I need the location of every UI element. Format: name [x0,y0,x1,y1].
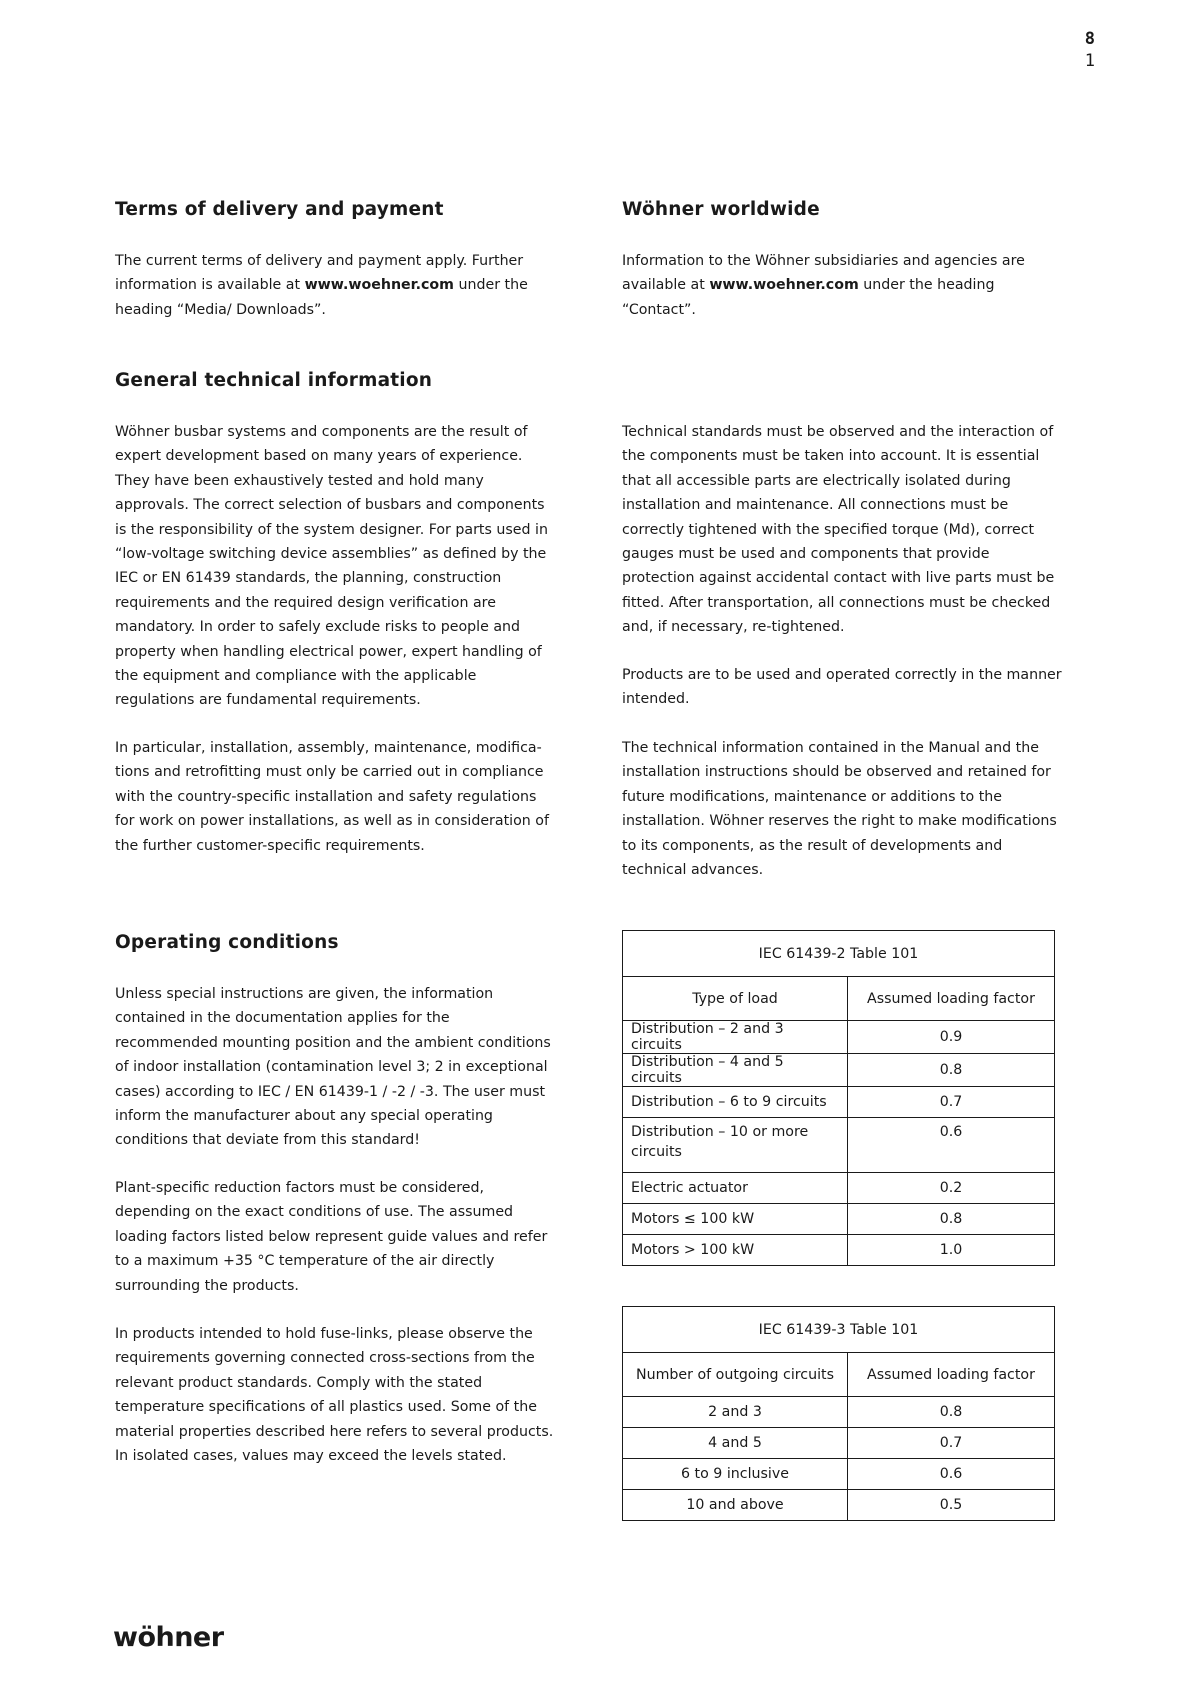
table2-col2-header: Assumed loading factor [848,1353,1055,1397]
operating-heading: Operating conditions [115,932,339,953]
worldwide-text-pre: Information to the Wöhner subsidiaries and agencies are available at [622,253,1025,294]
table-row [623,1428,1055,1459]
general-left-p2: In particular, installation, assembly, maintenance, modifica-tions and retrofitting must only be carried out in compliance with the country-specific installation and safety regulations for work on power installations, as well as in consideration of the further customer-specific requirements. [115,740,549,854]
table2-row-label: 10 and above [623,1490,848,1521]
general-right-p1: Technical standards must be observed and the interaction of the components must be taken into account. It is essential that all accessible parts are electrically isolated during installation and maintenance. All connections must be correctly tightened with the specified torque (Md), correct gauges must be used and components that provide protection against accidental contact with live parts must be fitted. After transportation, all connections must be checked and, if necessary, re-tightened. [622,424,1055,636]
table1-row-label: Distribution – 4 and 5 circuits [623,1054,848,1087]
table1-row-label: Motors ≤ 100 kW [623,1204,848,1235]
table1-row-value: 0.8 [848,1054,1055,1087]
worldwide-text [622,249,1062,322]
table-row [623,1118,1055,1173]
table-row [623,1397,1055,1428]
table2-row-value: 0.7 [848,1428,1055,1459]
table1-row-value: 0.8 [848,1204,1055,1235]
table2-row-label: 6 to 9 inclusive [623,1459,848,1490]
table2-col1-header: Number of outgoing circuits [623,1353,848,1397]
terms-link[interactable]: www.woehner.com [304,277,454,294]
loading-factor-table-2 [622,1306,1055,1521]
table1-row-label: Distribution – 10 or more circuits [623,1118,848,1173]
table1-row-value: 0.2 [848,1173,1055,1204]
worldwide-link[interactable]: www.woehner.com [709,277,859,294]
table1-row-value: 0.6 [848,1118,1055,1173]
table1-row-label: Electric actuator [623,1173,848,1204]
table1-row-value: 0.7 [848,1087,1055,1118]
table-row [623,1087,1055,1118]
table1-caption: IEC 61439-2 Table 101 [623,931,1055,977]
terms-text-pre: The current terms of delivery and payment apply. Further information is available at [115,253,524,294]
table1-col1-header: Type of load [623,977,848,1021]
table-row [623,1490,1055,1521]
terms-text [115,249,555,322]
table-row [623,1054,1055,1087]
loading-factor-table-1 [622,930,1055,1266]
table2-row-value: 0.6 [848,1459,1055,1490]
operating-p3: In products intended to hold fuse-links, please observe the requirements governing connected cross-sections from the relevant product standards. Comply with the stated temperature specifications of all plastics used. Some of the material properties described here refers to several products. In isolated cases, values may exceed the levels stated. [115,1326,554,1465]
table-row [623,1204,1055,1235]
table1-row-label: Distribution – 6 to 9 circuits [623,1087,848,1118]
terms-heading: Terms of delivery and payment [115,199,444,220]
table-row [623,1459,1055,1490]
operating-p2: Plant-specific reduction factors must be considered, depending on the exact conditions of use. The assumed loading factors listed below represent guide values and refer to a maximum +35 °C temperature of the air directly surrounding the products. [115,1180,548,1294]
terms-text-post: under the heading “Media/ Downloads”. [115,277,528,318]
table1-row-label: Motors > 100 kW [623,1235,848,1266]
general-right-p2: Products are to be used and operated correctly in the manner intended. [622,667,1062,708]
page-number-line1: 8 [1084,29,1095,49]
table1-row-value: 0.9 [848,1021,1055,1054]
general-heading: General technical information [115,370,433,391]
worldwide-text-post: under the heading “Contact”. [622,277,995,318]
table-row [623,1173,1055,1204]
operating-p1: Unless special instructions are given, the information contained in the documentation applies for the recommended mounting position and the ambient conditions of indoor installation (contamination level 3; 2 in exceptional cases) according to IEC / EN 61439-1 / -2 / -3. The user must inform the manufacturer about any special operating conditions that deviate from this standard! [115,986,551,1149]
page-number-line2: 1 [1084,51,1095,71]
table-row [623,1235,1055,1266]
table2-row-value: 0.8 [848,1397,1055,1428]
table2-row-value: 0.5 [848,1490,1055,1521]
table-row [623,1021,1055,1054]
worldwide-heading: Wöhner worldwide [622,199,820,220]
page-number [1085,28,1095,72]
table2-row-label: 4 and 5 [623,1428,848,1459]
table2-caption: IEC 61439-3 Table 101 [623,1307,1055,1353]
table1-row-value: 1.0 [848,1235,1055,1266]
table1-row-label: Distribution – 2 and 3 circuits [623,1021,848,1054]
general-left-p1: Wöhner busbar systems and components are the result of expert development based on many years of experience. They have been exhaustively tested and hold many approvals. The correct selection of busbars and components is the responsibility of the system designer. For parts used in “low-voltage switching device assemblies” as defined by the IEC or EN 61439 standards, the planning, construction requirements and the required design verification are mandatory. In order to safely exclude risks to people and property when handling electrical power, expert handling of the equipment and compliance with the applicable regulations are fundamental requirements. [115,424,548,709]
table1-col2-header: Assumed loading factor [848,977,1055,1021]
general-right-p3: The technical information contained in the Manual and the installation instructions should be observed and retained for future modifications, maintenance or additions to the installation. Wöhner reserves the right to make modifications to its components, as the result of developments and technical advances. [622,740,1057,879]
woehner-logo: wöhner [113,1622,224,1653]
table2-row-label: 2 and 3 [623,1397,848,1428]
